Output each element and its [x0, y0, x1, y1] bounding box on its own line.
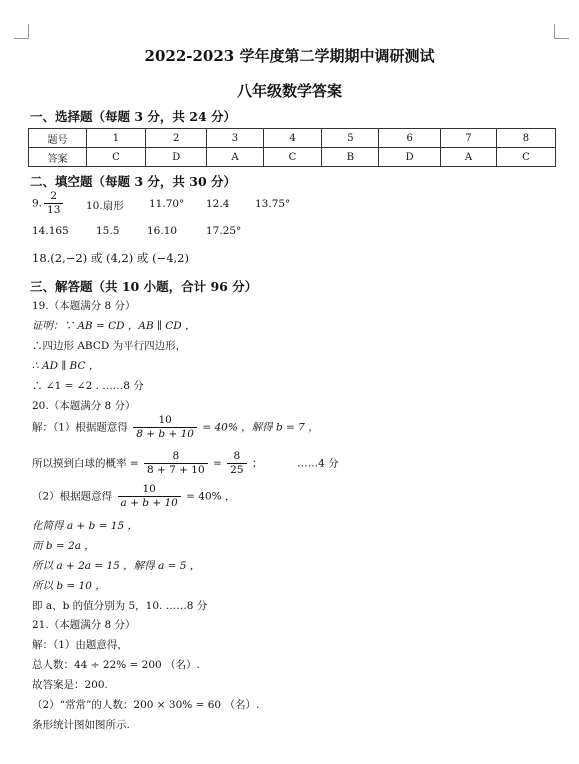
crop-mark-top-right: [554, 24, 569, 39]
q19-heading: 19.（本题满分 8 分）: [32, 300, 136, 312]
q20-line-1: [32, 414, 319, 441]
table-row-answers: [29, 148, 556, 167]
q21-heading: 21.（本题满分 8 分）: [32, 619, 136, 631]
fraction: [227, 450, 246, 477]
q20-line-3: [32, 483, 235, 510]
q20-line-4: 化简得 a + b = 15 ，: [32, 520, 138, 532]
q20-line-2-score: ……4 分: [297, 457, 339, 470]
answer-9-prefix: 9.: [32, 197, 43, 210]
table-cell: 4: [263, 129, 322, 148]
table-cell: 题号: [29, 129, 87, 148]
answer-11: 11.70°: [149, 198, 185, 210]
answer-18: 18.(2,−2) 或 (4,2) 或 (−4,2): [32, 251, 189, 265]
q21-line-4: （2）“常常”的人数：200 × 30% = 60 （名）.: [32, 699, 260, 711]
table-cell: C: [496, 148, 555, 167]
table-cell: B: [322, 148, 379, 167]
table-cell: 答案: [29, 148, 87, 167]
section-1-heading: 一、选择题（每题 3 分，共 24 分）: [30, 109, 237, 124]
fraction: [44, 190, 63, 217]
fraction: [133, 414, 197, 441]
table-cell: 8: [496, 129, 555, 148]
table-cell: 6: [379, 129, 441, 148]
q19-line-2: ∴四边形 ABCD 为平行四边形，: [32, 340, 187, 352]
table-cell: D: [379, 148, 441, 167]
table-cell: 3: [207, 129, 263, 148]
fraction-denominator: 13: [47, 204, 61, 216]
answer-9: [32, 190, 65, 217]
q19-line-4: ∴ ∠1 = ∠2 . ……8 分: [32, 380, 144, 392]
table-cell: A: [440, 148, 496, 167]
answer-14: 14.165: [32, 225, 69, 237]
q20-line-2-suffix: ；: [251, 457, 263, 470]
answer-16: 16.10: [147, 225, 178, 237]
q20-heading: 20.（本题满分 8 分）: [32, 400, 136, 412]
page-subtitle: 八年级数学答案: [236, 82, 342, 100]
fraction-numerator: 8: [144, 450, 208, 464]
fraction: [144, 450, 208, 477]
fraction-denominator: a + b + 10: [120, 497, 178, 509]
q20-line-2: [32, 450, 339, 477]
table-row-question-numbers: [29, 129, 556, 148]
q20-line-1-prefix: 解：（1）根据题意得: [32, 421, 128, 434]
q20-line-1-suffix: = 40% ，解得 b = 7 ，: [202, 421, 319, 434]
table-cell: 7: [440, 129, 496, 148]
answer-12: 12.4: [206, 198, 230, 210]
section-2-heading: 二、填空题（每题 3 分，共 30 分）: [30, 174, 237, 189]
q21-line-2: 总人数：44 ÷ 22% = 200 （名）.: [32, 659, 200, 671]
q20-line-8: 即 a、b 的值分别为 5，10. ……8 分: [32, 600, 208, 612]
table-cell: C: [87, 148, 146, 167]
table-cell: D: [145, 148, 207, 167]
fraction-denominator: 25: [230, 464, 244, 476]
section-3-heading: 三、解答题（共 10 小题，合计 96 分）: [30, 279, 258, 294]
equals-sign: =: [213, 457, 222, 470]
q20-line-5: 而 b = 2a ，: [32, 540, 95, 552]
q21-line-5: 条形统计图如图所示.: [32, 719, 130, 731]
fraction-denominator: 8 + 7 + 10: [146, 464, 205, 476]
fraction-numerator: 10: [118, 483, 181, 497]
table-cell: 1: [87, 129, 146, 148]
q20-line-3-suffix: = 40% ，: [186, 490, 236, 503]
answer-17: 17.25°: [206, 225, 242, 237]
q20-line-7: 所以 b = 10 ，: [32, 580, 106, 592]
q20-line-3-prefix: （2）根据题意得: [32, 490, 113, 503]
q19-line-1: 证明：∵ AB = CD ，AB ∥ CD ，: [32, 320, 196, 332]
table-cell: 2: [145, 129, 207, 148]
table-cell: A: [207, 148, 263, 167]
fraction-numerator: 2: [44, 190, 63, 204]
q21-line-3: 故答案是：200.: [32, 679, 108, 691]
fraction-denominator: 8 + b + 10: [136, 428, 194, 440]
q21-line-1: 解：（1）由题意得，: [32, 639, 128, 651]
fraction: [118, 483, 181, 510]
table-cell: C: [263, 148, 322, 167]
answer-table: [28, 128, 556, 167]
answer-13: 13.75°: [255, 198, 291, 210]
answer-10: 10.扇形: [86, 200, 124, 212]
q20-line-2-prefix: 所以摸到白球的概率 =: [32, 457, 139, 470]
q19-line-3: ∴ AD ∥ BC ，: [32, 360, 100, 372]
crop-mark-top-left: [14, 24, 29, 39]
answer-15: 15.5: [96, 225, 120, 237]
q20-line-6: 所以 a + 2a = 15 ，解得 a = 5 ，: [32, 560, 201, 572]
fraction-numerator: 10: [133, 414, 197, 428]
table-cell: 5: [322, 129, 379, 148]
page-title: 2022-2023 学年度第二学期期中调研测试: [144, 47, 435, 65]
fraction-numerator: 8: [227, 450, 246, 464]
